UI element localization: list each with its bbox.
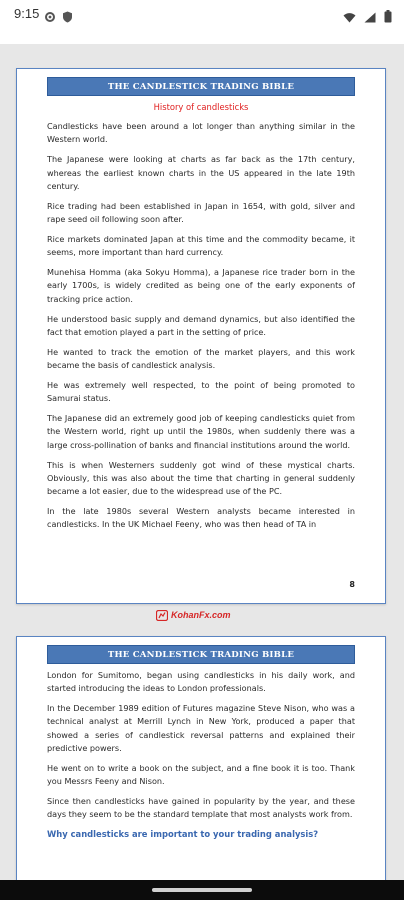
page-1-content	[47, 101, 355, 538]
pdf-page-1[interactable]	[16, 68, 386, 604]
navigation-bar	[0, 880, 404, 900]
book-title-banner: THE CANDLESTICK TRADING BIBLE	[47, 645, 355, 664]
pdf-page-2[interactable]	[16, 636, 386, 880]
paragraph: Munehisa Homma (aka Sokyu Homma), a Japanese rice trader born in the early 1700s, is widely credited as being one of the early exponents of tracking price action.	[47, 267, 355, 304]
paragraph: Rice trading had been established in Japan in 1654, with gold, silver and rape seed oil following soon after.	[47, 200, 355, 225]
page-2-content	[47, 669, 355, 845]
paragraph: Since then candlesticks have gained in popularity by the year, and these days they seem to be the standard template that most analysts work from.	[47, 796, 355, 820]
paragraph: In the December 1989 edition of Futures magazine Steve Nison, who was a technical analyst at Merrill Lynch in New York, produced a paper that showed a series of candlestick reversal patterns and explained their predictive powers.	[47, 703, 355, 753]
paragraph: The Japanese were looking at charts as far back as the 17th century, whereas the earliest known charts in the US appeared in the late 19th century.	[47, 154, 355, 191]
gear-icon	[44, 8, 56, 27]
wifi-icon	[343, 8, 356, 27]
status-time: 9:15	[14, 6, 40, 21]
page-number: 8	[349, 580, 355, 589]
watermark-text: KohanFx.com	[171, 610, 231, 620]
shield-icon	[62, 8, 73, 27]
app-header	[0, 30, 404, 44]
paragraph: London for Sumitomo, began using candlesticks in his daily work, and started introducing the ideas to London professionals.	[47, 670, 355, 694]
paragraph: Rice markets dominated Japan at this time and the commodity became, it seems, more important than hard currency.	[47, 234, 355, 258]
paragraph: He was extremely well respected, to the point of being promoted to Samurai status.	[47, 380, 355, 404]
paragraph: He went on to write a book on the subject, and a fine book it is too. Thank you Messrs Feeny and Nison.	[47, 762, 355, 787]
pdf-viewer[interactable]	[0, 44, 404, 880]
status-bar	[0, 0, 404, 30]
signal-icon	[364, 8, 376, 27]
section-subheading: Why candlesticks are important to your trading analysis?	[47, 829, 319, 840]
paragraph: The Japanese did an extremely good job of keeping candlesticks quiet from the Western world, right up until the 1980s, when suddenly there was a large cross-pollination of banks and financial institutions around the world.	[47, 413, 355, 450]
paragraph: This is when Westerners suddenly got wind of these mystical charts. Obviously, this was also about the time that charting in general suddenly became a lot easier, due to the widespread use of the PC.	[47, 459, 355, 497]
paragraph: In the late 1980s several Western analysts became interested in candlesticks. In the UK Michael Feeny, who was then head of TA in	[47, 506, 355, 530]
paragraph: Candlesticks have been around a lot longer than anything similar in the Western world.	[47, 121, 355, 145]
watermark-logo	[156, 607, 248, 623]
book-title-banner: THE CANDLESTICK TRADING BIBLE	[47, 77, 355, 96]
home-gesture-handle[interactable]	[152, 888, 252, 892]
battery-icon	[384, 8, 392, 27]
section-heading: History of candlesticks	[153, 102, 249, 112]
paragraph: He understood basic supply and demand dynamics, but also identified the fact that emotion played a part in the setting of price.	[47, 313, 355, 337]
watermark-icon	[156, 606, 168, 625]
paragraph: He wanted to track the emotion of the market players, and this work became the basis of candlestick analysis.	[47, 346, 355, 371]
